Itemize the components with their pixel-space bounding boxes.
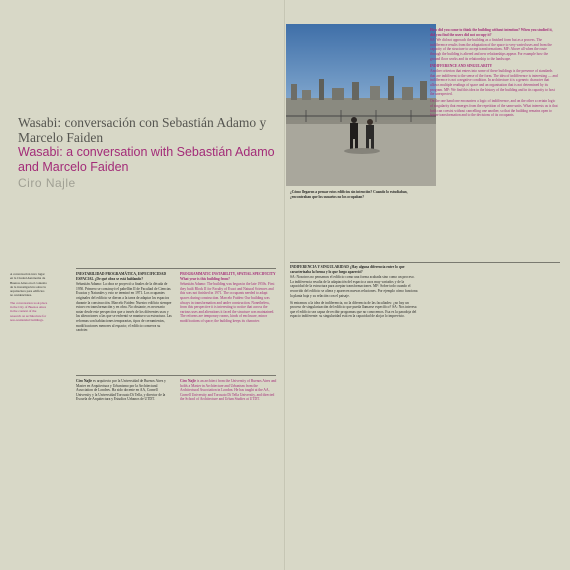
section-heading-en-right: INDIFFERENCE AND SINGULARITY	[430, 63, 493, 68]
bio-text-en: is an architect from the University of Buenos Aires and holds a Master in Architecture and Urbanism from the Architectural Association in London. He has taught at the AA, Cornell University and Torcuato Di Tella University, and directed the School of Architecture and Urban Studies at UTDT.	[180, 379, 277, 402]
title-block	[18, 115, 278, 190]
top-rule-right	[290, 262, 560, 263]
body-text-en-right-3: On the one hand one encounters a logic of indifference, and on the other a certain logic of singularity that emerges from the repetition of the same units. What interests us is that both can coexist without cancelling one another, so that the building remains open to future transformation and to the decisions of its occupants.	[430, 99, 558, 118]
body-text-es: Sebastián Adamo: La obra se proyectó a finales de la década de 1950. Primero se construyó el pabellón II de Facultad de Ciencias Exactas y Naturales y esto se terminó en 1971. Los ocupantes originales del edificio se dieron a la tarea de adaptar los espacios durante la construcción. Marcelo Faiden: Nuestro edificio siempre estuvo en transformación y en obra. No obstante, es necesario notar desde este perspectiva que a través de los diferentes usos y las alteraciones a las que se enfrentó se mantuvo su estructura. Las reformas son habitaciones temporarias, tipos de cerramientos, modificaciones menores al espacio; el edificio conserva su carácter.	[76, 282, 172, 333]
article-column-en	[180, 272, 277, 326]
body-text-en-right: SA: We did not approach the building as a finished form but as a process. The indifference results from the adaptation of the space to very varied uses and from the capacity of the structure to accept transformations. MF: Above all when the route through the building is altered and new relationships appear. For example how the ground floor works and its relationship to the landscape.	[430, 38, 552, 61]
section-heading-en: PROGRAMMATIC INSTABILITY, SPATIAL SPECIFICITY What year is this building from?	[180, 272, 276, 281]
bio-column-en	[180, 379, 277, 402]
author-name: Ciro Najle	[18, 176, 76, 190]
body-text-es-right-2: Si entramos a la idea de indiferencia, no la diferencia de las facultades: ¿no hay un proceso de singularización del edificio que pueda llamarse específico? SA: Nos interesa que el edificio sea capaz de recibir programas que no conocemos. Esa es la paradoja del espacio indiferente: su singularidad está en la capacidad de alojar lo imprevisto.	[290, 300, 417, 319]
bio-column-es	[76, 379, 173, 402]
bio-name-es: Ciro Najle	[76, 379, 93, 383]
intro-question-es	[290, 190, 418, 202]
bio-text-es: es arquitecto por la Universidad de Buenos Aires y Master en Arquitectura y Urbanismo por la Architectural Association de Londres. Ha sido docente en AA, Cornell University y la Universidad Torcuato Di Tella, y director de la Escuela de Arquitectura y Estudios Urbanos de UTDT.	[76, 379, 166, 402]
question-en: How did you come to think the building without intention? When you studied it, did you find the users did not occupy it?	[430, 28, 553, 37]
title-english: Wasabi: a conversation with Sebastián Adamo and Marcelo Faiden	[18, 145, 275, 174]
body-text-en: Sebastián Adamo: The building was begun in the late 1950s. First they built Block II for Faculty of Exact and Natural Sciences and this was not finished in 1971. The occupants needed to adapt spaces during construction. Marcelo Faiden: Our building was always in transformation and under construction. Nonetheless, from this perspective it is interesting to notice that across the various uses and alterations it faced the structure was maintained. The reforms are temporary rooms, kinds of enclosure, minor modifications of space; the building keeps its character.	[180, 282, 275, 323]
question-es: ¿Cómo llegaron a pensar estos edificios sin intención? Cuando lo estudiaban, ¿encontraban que los usuarios no los ocupaban?	[290, 190, 408, 199]
mid-rule-left	[76, 375, 276, 376]
top-rule-left	[76, 268, 276, 269]
title-spanish: Wasabi: conversación con Sebastián Adamo y Marcelo Faiden	[18, 115, 267, 145]
rooftop-photo	[286, 24, 436, 186]
body-text-en-right-2: Another criterion that enters into some of these buildings is the presence of standards that are indifferent to the sense of the form. The idea of indifference is interesting — and indifference is not a negative condition. In architecture it is a generic character that allows multiple readings of space and an organisation that is not determined by its program. MF: We find this idea in the history of the building and in its capacity to host the unexpected.	[430, 69, 558, 97]
side-note	[10, 272, 48, 322]
article-column-en-right	[430, 28, 558, 120]
section-heading-es: INESTABILIDAD PROGRAMÁTICA, ESPECIFICIDAD ESPACIAL ¿De qué obra se está hablando?	[76, 272, 167, 281]
body-text-es-right: SA: Nosotros no pensamos el edificio como una forma acabada sino como un proceso. La indiferencia resulta de la adaptación del espacio a usos muy variados y de la capacidad de la estructura para aceptar transformaciones. MF: Sobre todo cuando el recorrido del edificio se altera y aparecen nuevas relaciones. Por ejemplo cómo funciona la planta baja y su relación con el paisaje.	[290, 275, 418, 298]
bio-name-en: Ciro Najle	[180, 379, 197, 383]
section-heading-es-right: INDIFERENCIA Y SINGULARIDAD ¿Hay alguna diferencia entre lo que caracterizaba la forma y lo que luego apareció?	[290, 265, 405, 274]
side-note-en: The conversation took place in the City of Buenos Aires in the context of the research on architecture for non-residential buildings.	[10, 300, 48, 322]
article-column-es	[76, 272, 173, 335]
article-column-es-right	[290, 265, 418, 322]
side-note-es: A conversación tuvo lugar en la Ciudad Autónoma de Buenos Aires en el contexto de la investigación sobre la arquitectura para edificios no residenciales.	[10, 272, 47, 298]
